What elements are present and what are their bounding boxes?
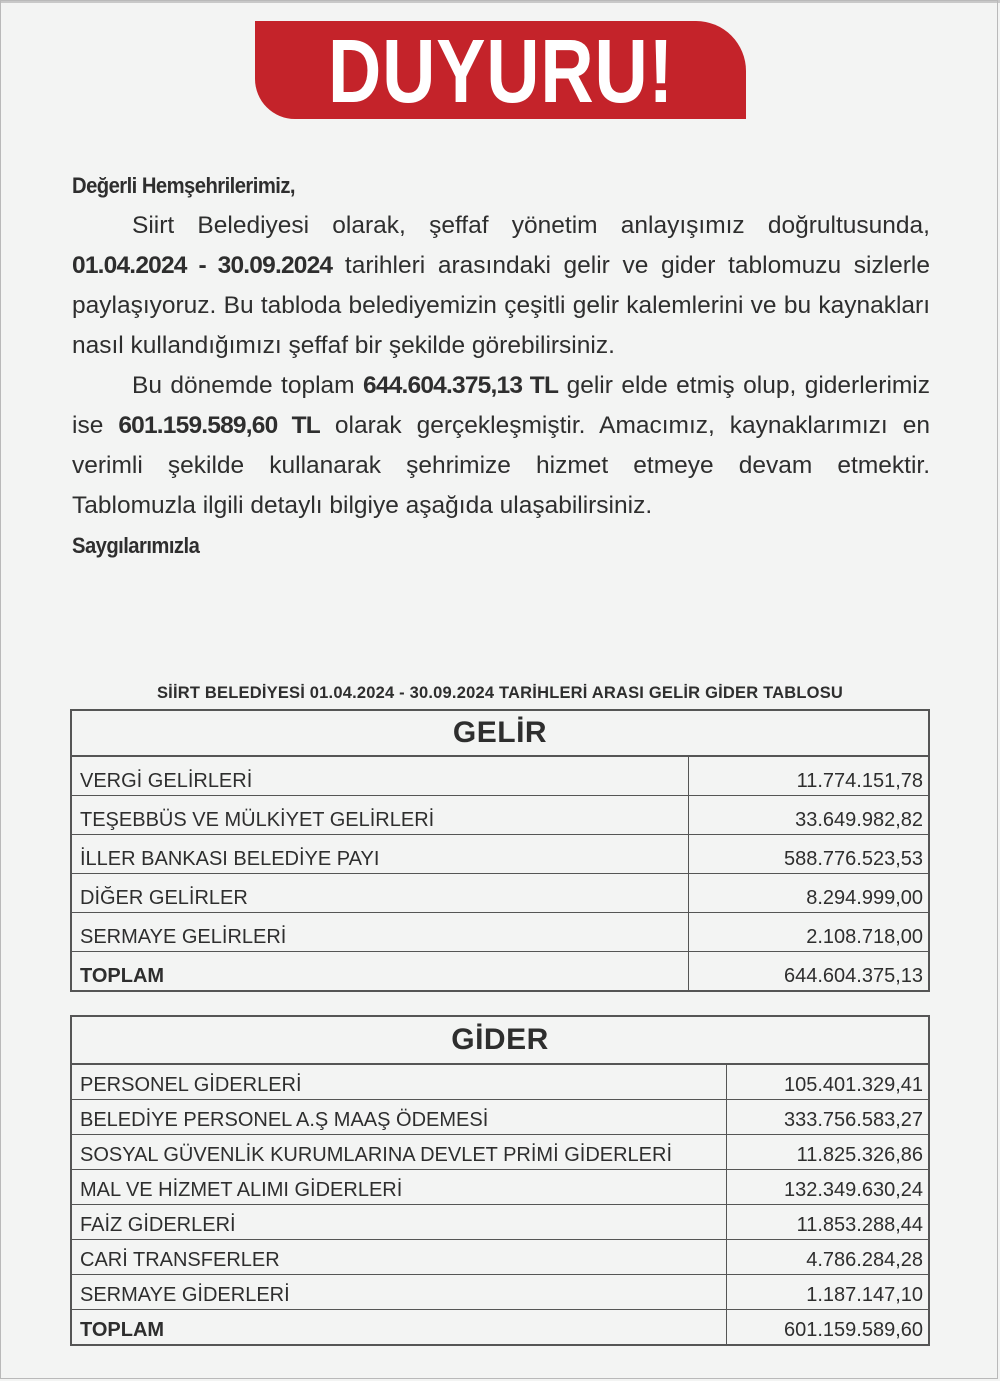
- total-value: 601.159.589,60: [726, 1310, 929, 1346]
- row-label: SOSYAL GÜVENLİK KURUMLARINA DEVLET PRİMİ GİDERLERİ: [71, 1135, 726, 1170]
- row-value: 588.776.523,53: [688, 835, 929, 874]
- row-label: CARİ TRANSFERLER: [71, 1240, 726, 1275]
- total-label: TOPLAM: [71, 952, 688, 992]
- total-label: TOPLAM: [71, 1310, 726, 1346]
- paragraph-2-text-c: olarak gerçekleşmiştir. Amacımız, kaynaklarımızı en verimli şekilde kullanarak şehrimize hizmet etmeye devam etmektir. Tablomuzla ilgili detaylı bilgiye aşağıda ulaşabilirsiniz.: [72, 412, 930, 519]
- paragraph-2-text-b: gelir elde etmiş olup, giderlerimiz ise: [72, 372, 930, 439]
- row-label: SERMAYE GİDERLERİ: [71, 1275, 726, 1310]
- income-rows: [71, 756, 929, 991]
- paragraph-2-text-a: Bu dönemde toplam: [132, 372, 364, 399]
- row-value: 11.774.151,78: [688, 756, 929, 796]
- income-total-highlight: 644.604.375,13 TL: [363, 372, 559, 399]
- table-row: [71, 1205, 929, 1240]
- table-title: SİİRT BELEDİYESİ 01.04.2024 - 30.09.2024 TARİHLERİ ARASI GELİR GİDER TABLOSU: [156, 684, 844, 702]
- row-value: 1.187.147,10: [726, 1275, 929, 1310]
- paragraph-1: [72, 206, 930, 366]
- table-row: [71, 1240, 929, 1275]
- announcement-letter: [72, 166, 930, 566]
- table-row: [71, 1275, 929, 1310]
- row-value: 8.294.999,00: [688, 874, 929, 913]
- table-row: [71, 796, 929, 835]
- income-heading: GELİR: [71, 710, 929, 756]
- table-row: [71, 913, 929, 952]
- table-row: [71, 1135, 929, 1170]
- paragraph-2: [72, 366, 930, 526]
- row-label: BELEDİYE PERSONEL A.Ş MAAŞ ÖDEMESİ: [71, 1100, 726, 1135]
- expense-total-highlight: 601.159.589,60 TL: [118, 412, 320, 439]
- table-row: [71, 874, 929, 913]
- expense-heading: GİDER: [71, 1016, 929, 1064]
- row-value: 2.108.718,00: [688, 913, 929, 952]
- signoff: Saygılarımızla: [72, 533, 200, 558]
- row-value: 333.756.583,27: [726, 1100, 929, 1135]
- row-label: VERGİ GELİRLERİ: [71, 756, 688, 796]
- paragraph-1-text-a: Siirt Belediyesi olarak, şeffaf yönetim anlayışımız doğrultusunda,: [132, 212, 930, 239]
- row-value: 11.825.326,86: [726, 1135, 929, 1170]
- row-label: PERSONEL GİDERLERİ: [71, 1064, 726, 1100]
- row-value: 33.649.982,82: [688, 796, 929, 835]
- paragraph-1-text-b: tarihleri arasındaki gelir ve gider tablomuzu sizlerle paylaşıyoruz. Bu tabloda belediyemizin çeşitli gelir kalemlerini ve bu kaynakları nasıl kullandığımızı şeffaf bir şekilde görebilirsiniz.: [72, 252, 930, 359]
- banner-title: DUYURU!: [327, 22, 674, 122]
- table-row: [71, 1100, 929, 1135]
- row-label: İLLER BANKASI BELEDİYE PAYI: [71, 835, 688, 874]
- total-row: [71, 952, 929, 992]
- table-row: [71, 756, 929, 796]
- total-row: [71, 1310, 929, 1346]
- row-value: 11.853.288,44: [726, 1205, 929, 1240]
- table-row: [71, 1064, 929, 1100]
- row-label: TEŞEBBÜS VE MÜLKİYET GELİRLERİ: [71, 796, 688, 835]
- row-label: DİĞER GELİRLER: [71, 874, 688, 913]
- row-value: 4.786.284,28: [726, 1240, 929, 1275]
- row-label: SERMAYE GELİRLERİ: [71, 913, 688, 952]
- greeting: Değerli Hemşehrilerimiz,: [72, 173, 295, 198]
- row-value: 105.401.329,41: [726, 1064, 929, 1100]
- income-table: [70, 709, 930, 992]
- table-row: [71, 835, 929, 874]
- expense-rows: [71, 1064, 929, 1345]
- announcement-banner: [255, 21, 746, 122]
- total-value: 644.604.375,13: [688, 952, 929, 992]
- date-range: 01.04.2024 - 30.09.2024: [72, 252, 333, 279]
- row-label: MAL VE HİZMET ALIMI GİDERLERİ: [71, 1170, 726, 1205]
- table-row: [71, 1170, 929, 1205]
- row-value: 132.349.630,24: [726, 1170, 929, 1205]
- row-label: FAİZ GİDERLERİ: [71, 1205, 726, 1240]
- expense-table: [70, 1015, 930, 1346]
